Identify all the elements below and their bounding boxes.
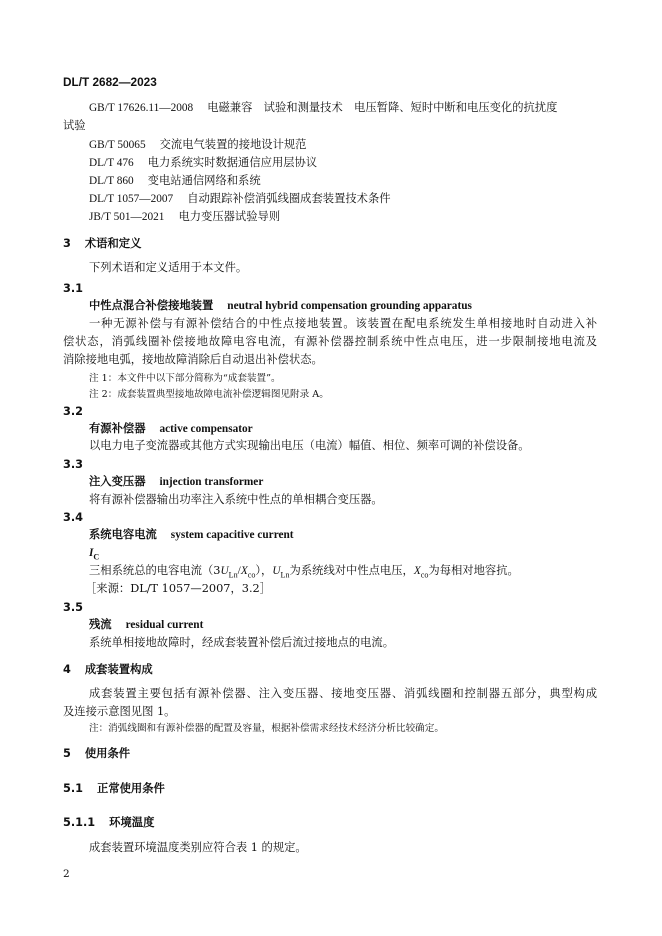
term-heading: [89, 298, 472, 314]
term-definition: 系统单相接地故障时，经成套装置补偿后流过接地点的电流。: [89, 636, 395, 649]
term-zh: 残流: [89, 618, 112, 631]
section-number: 5: [63, 747, 71, 760]
section-title: 使用条件: [84, 747, 131, 760]
def-part: 三相系统总的电容电流（3: [89, 564, 221, 577]
section-number: 5.1: [63, 782, 84, 795]
reference-title-continued: 试验: [63, 119, 86, 132]
reference-code: GB/T 17626.11—2008: [89, 102, 194, 114]
section-title: 成套装置构成: [84, 663, 153, 676]
subsection-heading-5-1: [63, 781, 165, 797]
reference-title: 自动跟踪补偿消弧线圈成套装置技术条件: [187, 192, 391, 205]
term-zh: 系统电容电流: [89, 528, 157, 541]
reference-item: [89, 100, 557, 116]
reference-item: [89, 137, 306, 153]
reference-title: 交流电气装置的接地设计规范: [159, 138, 307, 151]
section-title: 正常使用条件: [97, 782, 165, 795]
def-variable: U: [220, 565, 229, 577]
note: 注 1：本文件中以下部分简称为“成套装置”。: [89, 373, 281, 384]
section-heading-5: [63, 746, 130, 762]
section-heading-3: [63, 236, 141, 252]
term-en: active compensator: [159, 423, 253, 435]
section-paragraph: 成套装置环境温度类别应符合表 1 的规定。: [89, 841, 307, 854]
def-subscript: Ln: [280, 570, 290, 580]
term-heading: [89, 474, 263, 490]
def-part: 为每相对地容抗。: [428, 564, 519, 577]
def-part: 为系统线对中性点电压，: [289, 564, 414, 577]
def-variable: X: [240, 565, 248, 577]
term-number: 3.4: [63, 511, 84, 524]
def-subscript: co: [247, 570, 256, 580]
section-paragraph: 及连接示意图见图 1。: [63, 705, 176, 718]
reference-item: [89, 209, 280, 225]
reference-title: 变电站通信网络和系统: [147, 174, 261, 187]
reference-code: JB/T 501—2021: [89, 211, 165, 223]
reference-title: 电力系统实时数据通信应用层协议: [147, 156, 318, 169]
section-number: 4: [63, 663, 71, 676]
section-number: 5.1.1: [63, 816, 96, 829]
symbol-letter: I: [89, 547, 94, 559]
note: 注：消弧线圈和有源补偿器的配置及容量，根据补偿需求经技术经济分析比较确定。: [89, 723, 444, 734]
term-heading: [89, 617, 203, 633]
reference-code: DL/T 1057—2007: [89, 193, 174, 205]
reference-title: 电力变压器试验导则: [178, 210, 281, 223]
term-en: injection transformer: [159, 476, 264, 488]
term-heading: [89, 527, 294, 543]
term-zh: 中性点混合补偿接地装置: [89, 299, 214, 312]
subsection-heading-5-1-1: [63, 815, 154, 831]
term-heading: [89, 421, 253, 437]
term-definition: 偿状态，消弧线圈补偿接地故障电容电流，有源补偿器控制系统中性点电压，进一步限制接地电流及: [63, 335, 597, 348]
page-number: 2: [63, 868, 70, 880]
def-subscript: co: [420, 570, 429, 580]
term-source: ［来源：DL/T 1057—2007，3.2］: [85, 582, 272, 595]
term-number: 3.1: [63, 282, 84, 295]
section-heading-4: [63, 662, 153, 678]
reference-code: GB/T 50065: [89, 139, 146, 151]
note: 注 2：成套装置典型接地故障电流补偿逻辑图见附录 A。: [89, 389, 329, 400]
section-title: 环境温度: [109, 816, 155, 829]
def-part: ），: [255, 564, 273, 577]
term-zh: 有源补偿器: [89, 422, 146, 435]
term-en: system capacitive current: [170, 529, 294, 541]
term-definition: 一种无源补偿与有源补偿结合的中性点接地装置。该装置在配电系统发生单相接地时自动进入补: [89, 317, 597, 330]
reference-code: DL/T 476: [89, 157, 134, 169]
term-definition: 将有源补偿器输出功率注入系统中性点的单相耦合变压器。: [89, 493, 383, 506]
reference-item: [89, 155, 317, 171]
reference-item: [89, 191, 391, 207]
document-id: DL/T 2682—2023: [63, 75, 157, 89]
term-number: 3.5: [63, 601, 84, 614]
term-zh: 注入变压器: [89, 475, 146, 488]
def-subscript: Ln: [228, 570, 238, 580]
section-number: 3: [63, 237, 71, 250]
term-en: residual current: [125, 619, 204, 631]
section-paragraph: 成套装置主要包括有源补偿器、注入变压器、接地变压器、消弧线圈和控制器五部分，典型构成: [89, 687, 597, 700]
term-definition: 以电力电子变流器或其他方式实现输出电压（电流）幅值、相位、频率可调的补偿设备。: [89, 439, 530, 452]
term-en: neutral hybrid compensation grounding apparatus: [227, 300, 472, 312]
symbol-subscript: C: [93, 552, 100, 562]
def-variable: X: [413, 565, 421, 577]
def-variable: U: [272, 565, 281, 577]
term-definition: 消除接地电弧，接地故障消除后自动退出补偿状态。: [63, 353, 323, 366]
reference-title: 电磁兼容 试验和测量技术 电压暂降、短时中断和电压变化的抗扰度: [207, 101, 558, 114]
reference-code: DL/T 860: [89, 175, 134, 187]
section-intro: 下列术语和定义适用于本文件。: [89, 261, 248, 274]
term-number: 3.3: [63, 458, 84, 471]
section-title: 术语和定义: [84, 237, 142, 250]
term-number: 3.2: [63, 405, 84, 418]
reference-item: [89, 173, 261, 189]
def-part: /: [237, 565, 241, 577]
